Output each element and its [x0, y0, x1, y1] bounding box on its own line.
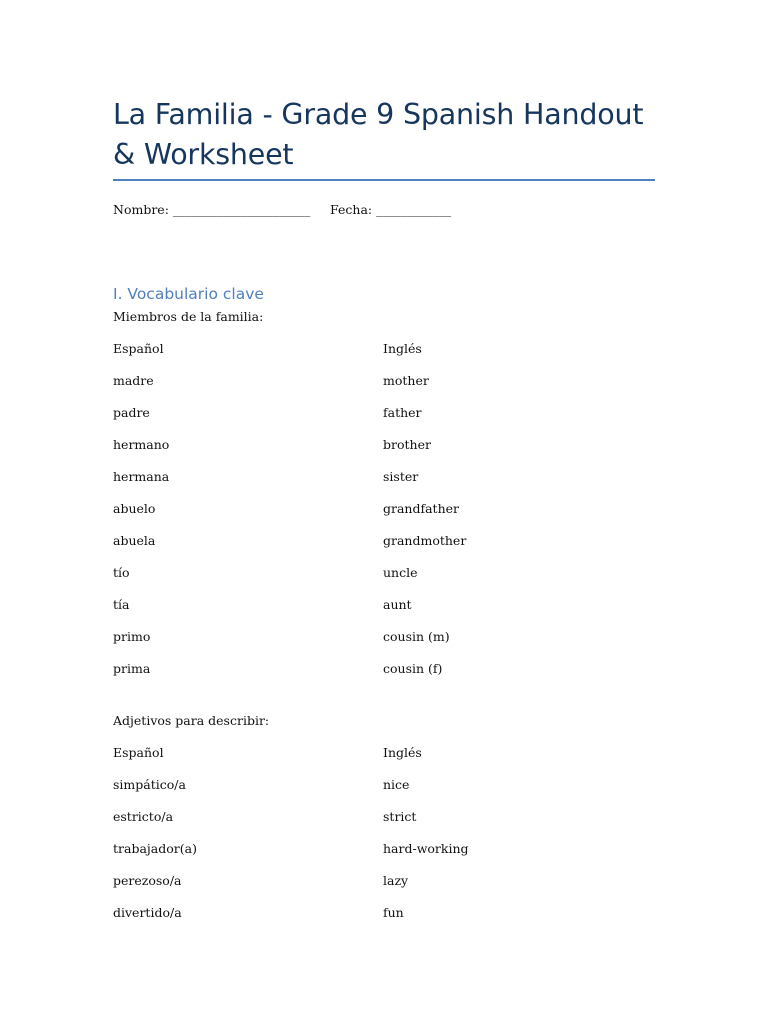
spanish-word: simpático/a: [113, 777, 186, 792]
table-row: [113, 808, 633, 826]
document-title: La Familia - Grade 9 Spanish Handout & Worksheet: [113, 98, 644, 171]
spanish-word: estricto/a: [113, 809, 174, 824]
english-word: cousin (m): [383, 629, 450, 644]
english-word: strict: [383, 809, 417, 824]
english-word: lazy: [383, 873, 409, 888]
column-header-english: Inglés: [383, 341, 422, 356]
spanish-word: trabajador(a): [113, 841, 197, 856]
table-row: [113, 776, 633, 794]
table-row: [113, 436, 633, 454]
english-word: grandmother: [383, 533, 467, 548]
column-header-spanish: Español: [113, 745, 164, 760]
table-row: [113, 404, 633, 422]
english-word: father: [383, 405, 422, 420]
spanish-word: tía: [113, 597, 130, 612]
table-row: [113, 500, 633, 518]
date-field: Fecha: ____________: [330, 202, 452, 217]
spanish-word: hermana: [113, 469, 170, 484]
table-row: [113, 840, 633, 858]
table-row: [113, 872, 633, 890]
table-row: [113, 596, 633, 614]
adjectives-label: Adjetivos para describir:: [113, 713, 270, 728]
table-header-row: [113, 744, 633, 762]
section-heading-vocabulary: I. Vocabulario clave: [113, 285, 264, 303]
english-word: grandfather: [383, 501, 460, 516]
spanish-word: perezoso/a: [113, 873, 182, 888]
table-header-row: [113, 340, 633, 358]
title-underline: [113, 179, 655, 181]
spanish-word: abuelo: [113, 501, 156, 516]
spanish-word: abuela: [113, 533, 156, 548]
family-members-label: Miembros de la familia:: [113, 309, 264, 324]
english-word: cousin (f): [383, 661, 443, 676]
table-row: [113, 468, 633, 486]
table-row: [113, 660, 633, 678]
english-word: mother: [383, 373, 429, 388]
name-field: Nombre: ______________________: [113, 202, 311, 217]
spanish-word: padre: [113, 405, 150, 420]
spanish-word: hermano: [113, 437, 170, 452]
english-word: brother: [383, 437, 431, 452]
spanish-word: tío: [113, 565, 130, 580]
english-word: uncle: [383, 565, 418, 580]
table-row: [113, 564, 633, 582]
table-row: [113, 372, 633, 390]
english-word: hard-working: [383, 841, 469, 856]
spanish-word: primo: [113, 629, 151, 644]
english-word: sister: [383, 469, 419, 484]
english-word: nice: [383, 777, 410, 792]
spanish-word: prima: [113, 661, 151, 676]
english-word: aunt: [383, 597, 412, 612]
column-header-spanish: Español: [113, 341, 164, 356]
spanish-word: divertido/a: [113, 905, 182, 920]
table-row: [113, 628, 633, 646]
table-row: [113, 904, 633, 922]
spanish-word: madre: [113, 373, 154, 388]
english-word: fun: [383, 905, 404, 920]
table-row: [113, 532, 633, 550]
column-header-english: Inglés: [383, 745, 422, 760]
